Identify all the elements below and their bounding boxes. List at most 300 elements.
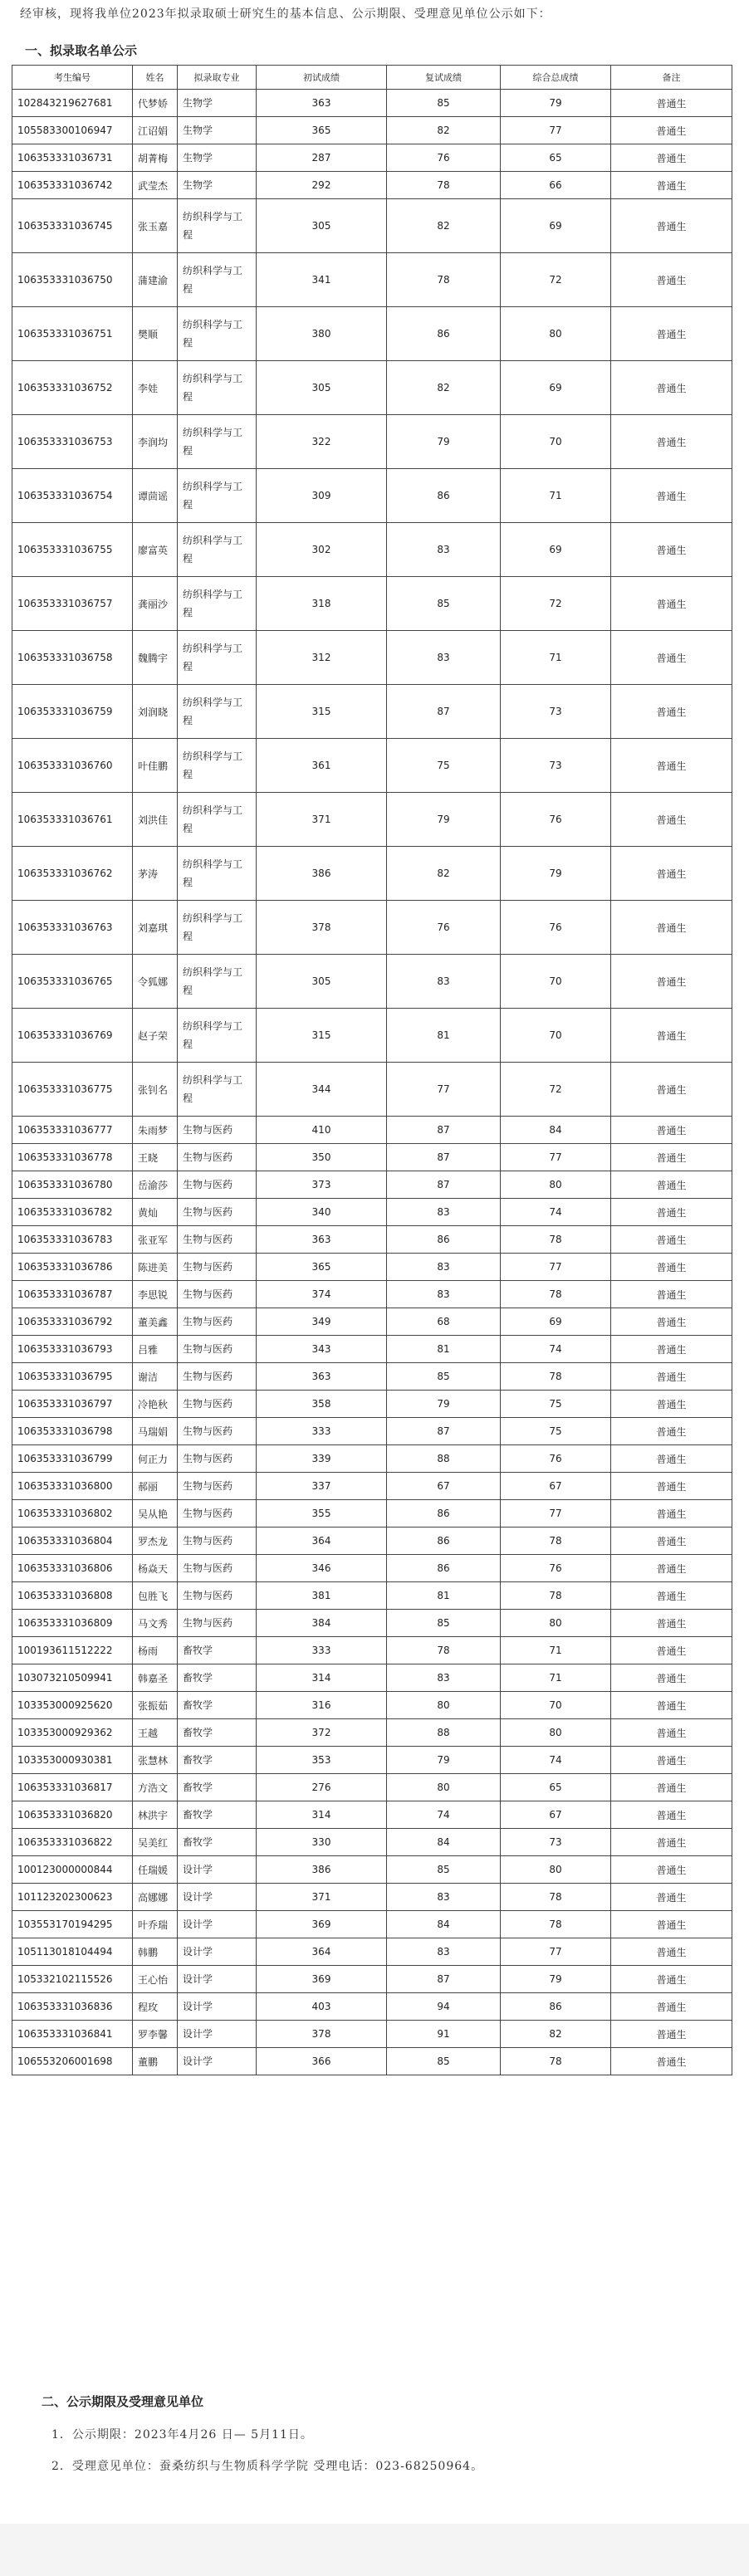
table-row bbox=[12, 469, 732, 523]
cell-major: 纺织科学与工程 bbox=[178, 847, 257, 901]
table-row bbox=[12, 1473, 732, 1500]
cell-remark: 普通生 bbox=[611, 1911, 732, 1938]
cell-exam-id: 106353331036795 bbox=[12, 1363, 133, 1391]
cell-initial-score: 365 bbox=[257, 1254, 387, 1281]
cell-total-score: 65 bbox=[501, 144, 611, 172]
cell-total-score: 78 bbox=[501, 1363, 611, 1391]
cell-initial-score: 366 bbox=[257, 2048, 387, 2075]
cell-name: 何正力 bbox=[133, 1445, 178, 1473]
cell-retest-score: 83 bbox=[387, 1254, 501, 1281]
cell-name: 包胜飞 bbox=[133, 1582, 178, 1610]
table-row bbox=[12, 415, 732, 469]
cell-remark: 普通生 bbox=[611, 793, 732, 847]
cell-total-score: 79 bbox=[501, 1966, 611, 1993]
cell-total-score: 71 bbox=[501, 469, 611, 523]
cell-initial-score: 305 bbox=[257, 199, 387, 253]
table-row bbox=[12, 2048, 732, 2075]
cell-remark: 普通生 bbox=[611, 1226, 732, 1254]
table-row bbox=[12, 1719, 732, 1747]
cell-retest-score: 78 bbox=[387, 253, 501, 307]
table-row bbox=[12, 1254, 732, 1281]
cell-initial-score: 371 bbox=[257, 1884, 387, 1911]
cell-name: 吕雅 bbox=[133, 1336, 178, 1363]
cell-retest-score: 78 bbox=[387, 172, 501, 199]
cell-initial-score: 318 bbox=[257, 577, 387, 631]
cell-retest-score: 83 bbox=[387, 523, 501, 577]
cell-initial-score: 349 bbox=[257, 1308, 387, 1336]
table-row bbox=[12, 1063, 732, 1117]
cell-name: 刘润晓 bbox=[133, 685, 178, 739]
cell-major: 纺织科学与工程 bbox=[178, 955, 257, 1009]
page-footer-band bbox=[0, 2524, 749, 2576]
cell-remark: 普通生 bbox=[611, 172, 732, 199]
cell-remark: 普通生 bbox=[611, 1582, 732, 1610]
table-row bbox=[12, 1938, 732, 1966]
cell-remark: 普通生 bbox=[611, 1719, 732, 1747]
cell-remark: 普通生 bbox=[611, 1418, 732, 1445]
cell-exam-id: 106353331036758 bbox=[12, 631, 133, 685]
cell-major: 生物与医药 bbox=[178, 1391, 257, 1418]
cell-major: 生物与医药 bbox=[178, 1500, 257, 1528]
table-row bbox=[12, 2021, 732, 2048]
cell-major: 设计学 bbox=[178, 1966, 257, 1993]
cell-remark: 普通生 bbox=[611, 1144, 732, 1171]
cell-remark: 普通生 bbox=[611, 631, 732, 685]
cell-name: 张钊名 bbox=[133, 1063, 178, 1117]
cell-remark: 普通生 bbox=[611, 955, 732, 1009]
cell-name: 江诏娟 bbox=[133, 117, 178, 144]
cell-initial-score: 316 bbox=[257, 1692, 387, 1719]
cell-remark: 普通生 bbox=[611, 1884, 732, 1911]
cell-initial-score: 312 bbox=[257, 631, 387, 685]
cell-exam-id: 106353331036792 bbox=[12, 1308, 133, 1336]
cell-exam-id: 106353331036778 bbox=[12, 1144, 133, 1171]
cell-initial-score: 292 bbox=[257, 172, 387, 199]
cell-initial-score: 355 bbox=[257, 1500, 387, 1528]
cell-major: 生物与医药 bbox=[178, 1281, 257, 1308]
cell-name: 胡菁梅 bbox=[133, 144, 178, 172]
cell-total-score: 71 bbox=[501, 1664, 611, 1692]
cell-exam-id: 106353331036809 bbox=[12, 1610, 133, 1637]
cell-remark: 普通生 bbox=[611, 90, 732, 117]
cell-total-score: 82 bbox=[501, 2021, 611, 2048]
cell-total-score: 78 bbox=[501, 1911, 611, 1938]
cell-total-score: 73 bbox=[501, 739, 611, 793]
cell-total-score: 80 bbox=[501, 1171, 611, 1199]
cell-remark: 普通生 bbox=[611, 253, 732, 307]
cell-total-score: 69 bbox=[501, 1308, 611, 1336]
cell-total-score: 80 bbox=[501, 307, 611, 361]
cell-exam-id: 106353331036780 bbox=[12, 1171, 133, 1199]
cell-remark: 普通生 bbox=[611, 469, 732, 523]
cell-name: 张亚军 bbox=[133, 1226, 178, 1254]
cell-initial-score: 361 bbox=[257, 739, 387, 793]
cell-major: 纺织科学与工程 bbox=[178, 631, 257, 685]
cell-total-score: 78 bbox=[501, 1528, 611, 1555]
cell-retest-score: 76 bbox=[387, 901, 501, 955]
cell-major: 纺织科学与工程 bbox=[178, 577, 257, 631]
cell-name: 谭茴谣 bbox=[133, 469, 178, 523]
cell-name: 刘洪佳 bbox=[133, 793, 178, 847]
cell-initial-score: 353 bbox=[257, 1747, 387, 1774]
cell-remark: 普通生 bbox=[611, 1063, 732, 1117]
cell-remark: 普通生 bbox=[611, 1009, 732, 1063]
cell-name: 李思锐 bbox=[133, 1281, 178, 1308]
section-title-roster: 一、拟录取名单公示 bbox=[25, 43, 138, 58]
cell-initial-score: 322 bbox=[257, 415, 387, 469]
cell-total-score: 78 bbox=[501, 1281, 611, 1308]
cell-initial-score: 341 bbox=[257, 253, 387, 307]
contact-unit-note: 2．受理意见单位：蚕桑纺织与生物质科学学院 受理电话：023-68250964。 bbox=[51, 2460, 484, 2473]
cell-retest-score: 79 bbox=[387, 1747, 501, 1774]
cell-remark: 普通生 bbox=[611, 1664, 732, 1692]
table-row bbox=[12, 1774, 732, 1801]
cell-name: 令狐娜 bbox=[133, 955, 178, 1009]
cell-retest-score: 86 bbox=[387, 1500, 501, 1528]
cell-name: 龚丽沙 bbox=[133, 577, 178, 631]
cell-retest-score: 87 bbox=[387, 1117, 501, 1144]
cell-major: 纺织科学与工程 bbox=[178, 1063, 257, 1117]
cell-exam-id: 106353331036760 bbox=[12, 739, 133, 793]
table-row bbox=[12, 253, 732, 307]
section-title-period: 二、公示期限及受理意见单位 bbox=[42, 2394, 204, 2409]
cell-total-score: 78 bbox=[501, 1226, 611, 1254]
cell-exam-id: 106353331036797 bbox=[12, 1391, 133, 1418]
cell-total-score: 76 bbox=[501, 1445, 611, 1473]
table-row bbox=[12, 1528, 732, 1555]
cell-major: 设计学 bbox=[178, 1993, 257, 2021]
cell-name: 王心怡 bbox=[133, 1966, 178, 1993]
table-row bbox=[12, 1009, 732, 1063]
table-row bbox=[12, 739, 732, 793]
table-row bbox=[12, 1226, 732, 1254]
cell-exam-id: 105113018104494 bbox=[12, 1938, 133, 1966]
cell-initial-score: 386 bbox=[257, 847, 387, 901]
cell-retest-score: 88 bbox=[387, 1719, 501, 1747]
cell-initial-score: 380 bbox=[257, 307, 387, 361]
cell-exam-id: 106353331036775 bbox=[12, 1063, 133, 1117]
cell-retest-score: 85 bbox=[387, 1856, 501, 1884]
cell-exam-id: 106353331036751 bbox=[12, 307, 133, 361]
cell-initial-score: 373 bbox=[257, 1171, 387, 1199]
cell-retest-score: 88 bbox=[387, 1445, 501, 1473]
cell-total-score: 75 bbox=[501, 1391, 611, 1418]
cell-initial-score: 350 bbox=[257, 1144, 387, 1171]
cell-initial-score: 344 bbox=[257, 1063, 387, 1117]
cell-major: 设计学 bbox=[178, 2021, 257, 2048]
table-row bbox=[12, 1555, 732, 1582]
cell-exam-id: 106353331036800 bbox=[12, 1473, 133, 1500]
cell-exam-id: 106353331036822 bbox=[12, 1829, 133, 1856]
cell-name: 杨雨 bbox=[133, 1637, 178, 1664]
header-major: 拟录取专业 bbox=[178, 66, 257, 90]
cell-remark: 普通生 bbox=[611, 1308, 732, 1336]
cell-total-score: 70 bbox=[501, 415, 611, 469]
cell-major: 纺织科学与工程 bbox=[178, 1009, 257, 1063]
cell-total-score: 67 bbox=[501, 1801, 611, 1829]
cell-initial-score: 340 bbox=[257, 1199, 387, 1226]
cell-exam-id: 106353331036765 bbox=[12, 955, 133, 1009]
cell-major: 纺织科学与工程 bbox=[178, 469, 257, 523]
cell-retest-score: 85 bbox=[387, 2048, 501, 2075]
cell-retest-score: 84 bbox=[387, 1829, 501, 1856]
cell-name: 代梦娇 bbox=[133, 90, 178, 117]
cell-exam-id: 106353331036731 bbox=[12, 144, 133, 172]
cell-exam-id: 106353331036802 bbox=[12, 1500, 133, 1528]
cell-total-score: 71 bbox=[501, 631, 611, 685]
cell-name: 王越 bbox=[133, 1719, 178, 1747]
cell-name: 刘嘉琪 bbox=[133, 901, 178, 955]
cell-exam-id: 106353331036806 bbox=[12, 1555, 133, 1582]
table-row bbox=[12, 1610, 732, 1637]
cell-exam-id: 106353331036752 bbox=[12, 361, 133, 415]
header-initial-score: 初试成绩 bbox=[257, 66, 387, 90]
cell-remark: 普通生 bbox=[611, 901, 732, 955]
cell-exam-id: 100123000000844 bbox=[12, 1856, 133, 1884]
header-remark: 备注 bbox=[611, 66, 732, 90]
cell-major: 纺织科学与工程 bbox=[178, 685, 257, 739]
cell-retest-score: 68 bbox=[387, 1308, 501, 1336]
cell-exam-id: 105332102115526 bbox=[12, 1966, 133, 1993]
cell-major: 生物与医药 bbox=[178, 1418, 257, 1445]
cell-remark: 普通生 bbox=[611, 1445, 732, 1473]
cell-initial-score: 364 bbox=[257, 1938, 387, 1966]
cell-total-score: 69 bbox=[501, 361, 611, 415]
publicity-period-note: 1．公示期限：2023年4月26 日— 5月11日。 bbox=[51, 2428, 313, 2442]
cell-total-score: 78 bbox=[501, 2048, 611, 2075]
cell-major: 纺织科学与工程 bbox=[178, 901, 257, 955]
cell-retest-score: 83 bbox=[387, 1281, 501, 1308]
cell-remark: 普通生 bbox=[611, 739, 732, 793]
cell-initial-score: 378 bbox=[257, 2021, 387, 2048]
table-row bbox=[12, 1445, 732, 1473]
cell-remark: 普通生 bbox=[611, 1363, 732, 1391]
cell-initial-score: 374 bbox=[257, 1281, 387, 1308]
cell-initial-score: 333 bbox=[257, 1637, 387, 1664]
cell-remark: 普通生 bbox=[611, 1555, 732, 1582]
cell-retest-score: 86 bbox=[387, 1528, 501, 1555]
cell-remark: 普通生 bbox=[611, 1966, 732, 1993]
admission-roster-table bbox=[12, 65, 732, 2075]
cell-remark: 普通生 bbox=[611, 1692, 732, 1719]
cell-initial-score: 363 bbox=[257, 90, 387, 117]
cell-remark: 普通生 bbox=[611, 1117, 732, 1144]
cell-total-score: 74 bbox=[501, 1747, 611, 1774]
table-row bbox=[12, 1664, 732, 1692]
cell-initial-score: 364 bbox=[257, 1528, 387, 1555]
cell-exam-id: 106353331036762 bbox=[12, 847, 133, 901]
cell-remark: 普通生 bbox=[611, 1747, 732, 1774]
cell-major: 畜牧学 bbox=[178, 1774, 257, 1801]
cell-total-score: 75 bbox=[501, 1418, 611, 1445]
table-row bbox=[12, 1692, 732, 1719]
cell-total-score: 76 bbox=[501, 901, 611, 955]
cell-total-score: 66 bbox=[501, 172, 611, 199]
table-row bbox=[12, 1336, 732, 1363]
cell-initial-score: 384 bbox=[257, 1610, 387, 1637]
cell-initial-score: 381 bbox=[257, 1582, 387, 1610]
cell-major: 生物学 bbox=[178, 144, 257, 172]
cell-remark: 普通生 bbox=[611, 577, 732, 631]
cell-retest-score: 83 bbox=[387, 955, 501, 1009]
cell-initial-score: 337 bbox=[257, 1473, 387, 1500]
cell-major: 生物与医药 bbox=[178, 1528, 257, 1555]
cell-retest-score: 94 bbox=[387, 1993, 501, 2021]
cell-major: 生物学 bbox=[178, 90, 257, 117]
cell-total-score: 84 bbox=[501, 1117, 611, 1144]
cell-exam-id: 106353331036782 bbox=[12, 1199, 133, 1226]
cell-total-score: 70 bbox=[501, 955, 611, 1009]
cell-name: 马瑞娟 bbox=[133, 1418, 178, 1445]
cell-name: 吴美红 bbox=[133, 1829, 178, 1856]
cell-major: 畜牧学 bbox=[178, 1747, 257, 1774]
cell-exam-id: 106353331036783 bbox=[12, 1226, 133, 1254]
table-row bbox=[12, 1637, 732, 1664]
table-row bbox=[12, 1171, 732, 1199]
cell-name: 樊顺 bbox=[133, 307, 178, 361]
cell-retest-score: 86 bbox=[387, 307, 501, 361]
cell-initial-score: 372 bbox=[257, 1719, 387, 1747]
cell-initial-score: 378 bbox=[257, 901, 387, 955]
cell-initial-score: 314 bbox=[257, 1801, 387, 1829]
cell-initial-score: 410 bbox=[257, 1117, 387, 1144]
cell-remark: 普通生 bbox=[611, 415, 732, 469]
cell-retest-score: 67 bbox=[387, 1473, 501, 1500]
cell-retest-score: 83 bbox=[387, 631, 501, 685]
table-row bbox=[12, 523, 732, 577]
table-row bbox=[12, 847, 732, 901]
cell-remark: 普通生 bbox=[611, 307, 732, 361]
cell-name: 程玫 bbox=[133, 1993, 178, 2021]
intro-paragraph: 经审核，现将我单位2023年拟录取硕士研究生的基本信息、公示期限、受理意见单位公示如下： bbox=[20, 7, 551, 21]
table-row bbox=[12, 117, 732, 144]
table-row bbox=[12, 1747, 732, 1774]
cell-exam-id: 106353331036757 bbox=[12, 577, 133, 631]
cell-retest-score: 79 bbox=[387, 793, 501, 847]
cell-major: 纺织科学与工程 bbox=[178, 253, 257, 307]
cell-remark: 普通生 bbox=[611, 1500, 732, 1528]
cell-remark: 普通生 bbox=[611, 117, 732, 144]
cell-exam-id: 106353331036742 bbox=[12, 172, 133, 199]
table-row bbox=[12, 307, 732, 361]
cell-name: 董美鑫 bbox=[133, 1308, 178, 1336]
cell-remark: 普通生 bbox=[611, 847, 732, 901]
cell-initial-score: 346 bbox=[257, 1555, 387, 1582]
cell-exam-id: 106353331036761 bbox=[12, 793, 133, 847]
cell-initial-score: 386 bbox=[257, 1856, 387, 1884]
cell-name: 张慧林 bbox=[133, 1747, 178, 1774]
cell-total-score: 70 bbox=[501, 1692, 611, 1719]
table-row bbox=[12, 901, 732, 955]
cell-retest-score: 86 bbox=[387, 469, 501, 523]
cell-major: 设计学 bbox=[178, 1911, 257, 1938]
cell-initial-score: 363 bbox=[257, 1363, 387, 1391]
cell-retest-score: 83 bbox=[387, 1938, 501, 1966]
cell-name: 林洪宇 bbox=[133, 1801, 178, 1829]
cell-retest-score: 82 bbox=[387, 361, 501, 415]
cell-major: 纺织科学与工程 bbox=[178, 523, 257, 577]
cell-initial-score: 365 bbox=[257, 117, 387, 144]
cell-major: 畜牧学 bbox=[178, 1664, 257, 1692]
table-row bbox=[12, 577, 732, 631]
cell-total-score: 65 bbox=[501, 1774, 611, 1801]
table-row bbox=[12, 1199, 732, 1226]
cell-exam-id: 106553206001698 bbox=[12, 2048, 133, 2075]
cell-name: 马文秀 bbox=[133, 1610, 178, 1637]
header-name: 姓名 bbox=[133, 66, 178, 90]
cell-major: 生物学 bbox=[178, 172, 257, 199]
cell-retest-score: 83 bbox=[387, 1884, 501, 1911]
cell-major: 生物与医药 bbox=[178, 1473, 257, 1500]
cell-major: 生物与医药 bbox=[178, 1199, 257, 1226]
cell-name: 叶佳鹏 bbox=[133, 739, 178, 793]
cell-name: 廖富英 bbox=[133, 523, 178, 577]
cell-initial-score: 371 bbox=[257, 793, 387, 847]
table-row bbox=[12, 1829, 732, 1856]
cell-retest-score: 87 bbox=[387, 1966, 501, 1993]
cell-initial-score: 339 bbox=[257, 1445, 387, 1473]
cell-retest-score: 81 bbox=[387, 1009, 501, 1063]
cell-exam-id: 106353331036820 bbox=[12, 1801, 133, 1829]
cell-total-score: 78 bbox=[501, 1884, 611, 1911]
cell-remark: 普通生 bbox=[611, 1856, 732, 1884]
cell-name: 方浩文 bbox=[133, 1774, 178, 1801]
cell-remark: 普通生 bbox=[611, 1473, 732, 1500]
cell-exam-id: 106353331036763 bbox=[12, 901, 133, 955]
cell-name: 陈进美 bbox=[133, 1254, 178, 1281]
cell-retest-score: 82 bbox=[387, 199, 501, 253]
cell-name: 任瑞媛 bbox=[133, 1856, 178, 1884]
cell-total-score: 69 bbox=[501, 199, 611, 253]
cell-major: 纺织科学与工程 bbox=[178, 307, 257, 361]
cell-retest-score: 84 bbox=[387, 1911, 501, 1938]
cell-exam-id: 106353331036841 bbox=[12, 2021, 133, 2048]
cell-name: 黄灿 bbox=[133, 1199, 178, 1226]
cell-remark: 普通生 bbox=[611, 144, 732, 172]
cell-exam-id: 106353331036750 bbox=[12, 253, 133, 307]
table-row bbox=[12, 1363, 732, 1391]
cell-name: 王晓 bbox=[133, 1144, 178, 1171]
cell-total-score: 77 bbox=[501, 1938, 611, 1966]
table-row bbox=[12, 172, 732, 199]
cell-remark: 普通生 bbox=[611, 361, 732, 415]
table-row bbox=[12, 1117, 732, 1144]
cell-retest-score: 81 bbox=[387, 1582, 501, 1610]
cell-total-score: 77 bbox=[501, 1254, 611, 1281]
table-header-row bbox=[12, 66, 732, 90]
cell-name: 谢洁 bbox=[133, 1363, 178, 1391]
cell-remark: 普通生 bbox=[611, 1637, 732, 1664]
cell-name: 赵子荣 bbox=[133, 1009, 178, 1063]
cell-remark: 普通生 bbox=[611, 1801, 732, 1829]
cell-retest-score: 86 bbox=[387, 1555, 501, 1582]
cell-name: 叶乔瑞 bbox=[133, 1911, 178, 1938]
cell-total-score: 86 bbox=[501, 1993, 611, 2021]
cell-name: 高娜娜 bbox=[133, 1884, 178, 1911]
table-row bbox=[12, 793, 732, 847]
cell-exam-id: 103353000925620 bbox=[12, 1692, 133, 1719]
cell-name: 武莹杰 bbox=[133, 172, 178, 199]
cell-retest-score: 82 bbox=[387, 847, 501, 901]
cell-exam-id: 106353331036836 bbox=[12, 1993, 133, 2021]
cell-name: 罗李馨 bbox=[133, 2021, 178, 2048]
cell-total-score: 74 bbox=[501, 1336, 611, 1363]
cell-initial-score: 369 bbox=[257, 1911, 387, 1938]
cell-exam-id: 106353331036753 bbox=[12, 415, 133, 469]
table-row bbox=[12, 1801, 732, 1829]
table-row bbox=[12, 1582, 732, 1610]
cell-name: 张振茹 bbox=[133, 1692, 178, 1719]
